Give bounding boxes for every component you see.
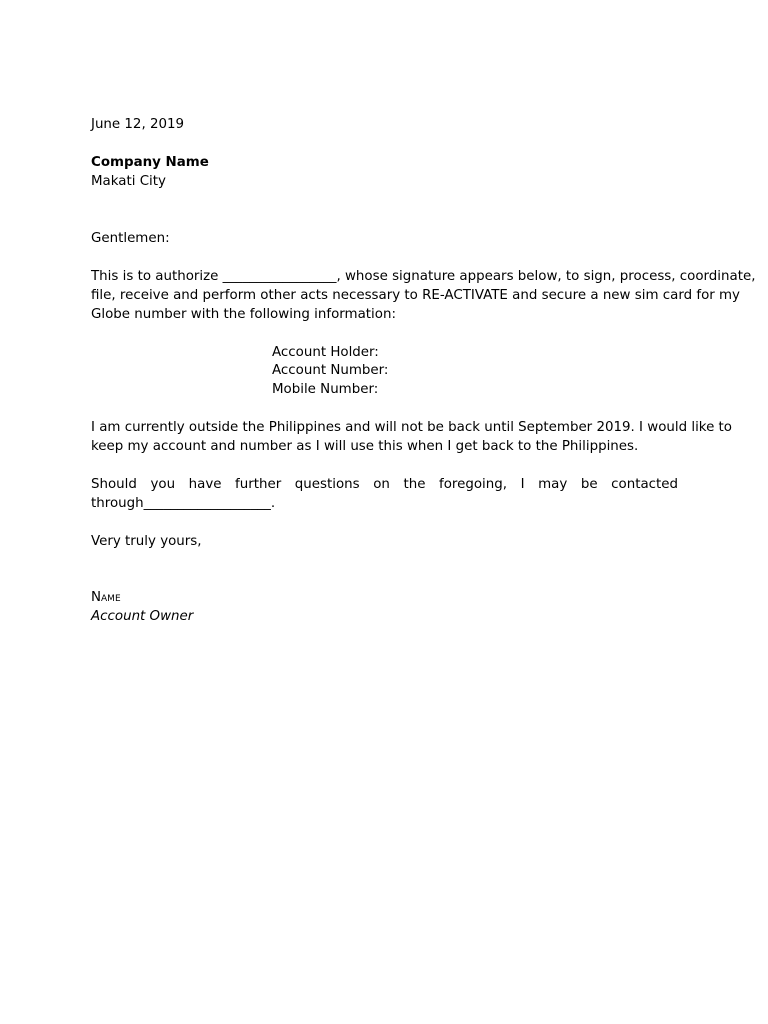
signatory-title: Account Owner bbox=[91, 609, 194, 624]
authorization-paragraph-line-3: Globe number with the following information: bbox=[91, 307, 396, 322]
company-name: Company Name bbox=[91, 155, 209, 170]
account-holder-label: Account Holder: bbox=[272, 345, 379, 360]
absence-paragraph-line-1: I am currently outside the Philippines and will not be back until September 2019. I would like to bbox=[91, 420, 733, 435]
closing: Very truly yours, bbox=[91, 534, 202, 549]
authorization-paragraph-line-2: file, receive and perform other acts necessary to RE-ACTIVATE and secure a new sim card for my bbox=[91, 288, 740, 303]
authorization-paragraph-line-1: This is to authorize _________________, whose signature appears below, to sign, process, coordinate, bbox=[91, 269, 756, 284]
account-number-label: Account Number: bbox=[272, 363, 389, 378]
contact-paragraph-line-2: through___________________. bbox=[91, 496, 276, 511]
letter-date: June 12, 2019 bbox=[91, 117, 185, 132]
mobile-number-label: Mobile Number: bbox=[272, 382, 379, 397]
company-city: Makati City bbox=[91, 174, 166, 189]
signatory-name: Name bbox=[91, 590, 121, 605]
salutation: Gentlemen: bbox=[91, 231, 170, 246]
contact-paragraph-line-1: Should you have further questions on the foregoing, I may be contacted bbox=[91, 477, 678, 492]
absence-paragraph-line-2: keep my account and number as I will use this when I get back to the Philippines. bbox=[91, 439, 639, 454]
